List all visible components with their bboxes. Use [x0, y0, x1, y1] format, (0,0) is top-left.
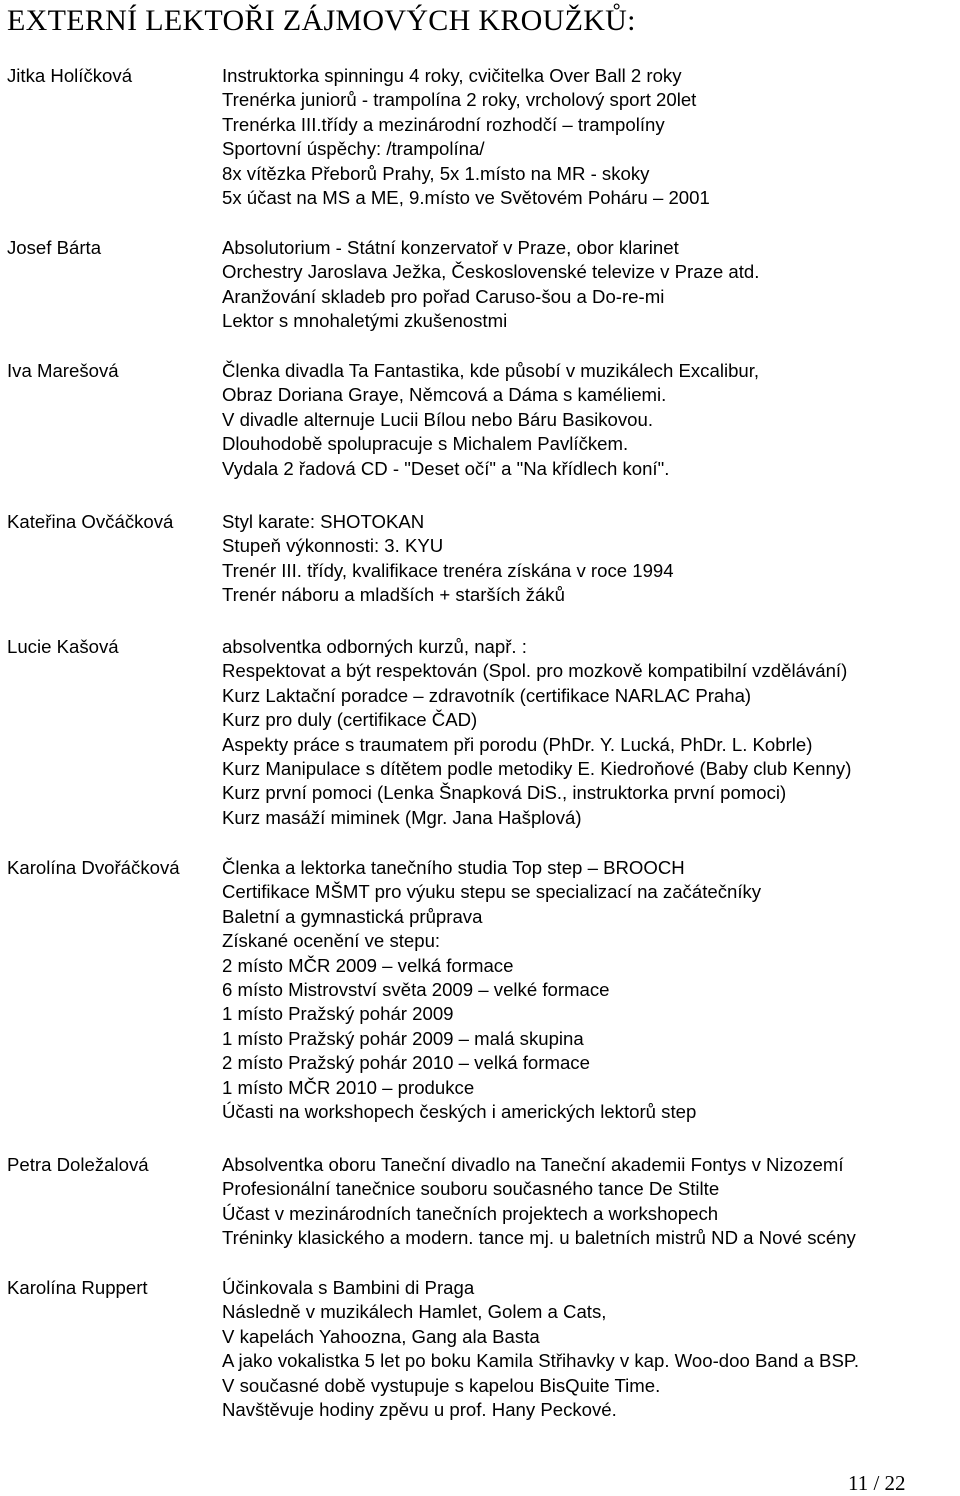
description-line: Členka divadla Ta Fantastika, kde působí v muzikálech Excalibur,	[222, 360, 760, 381]
description-line: 1 místo Pražský pohár 2009	[222, 1003, 454, 1025]
description-line: Účast v mezinárodních tanečních projektech a workshopech	[222, 1202, 719, 1224]
description-line: Dlouhodobě spolupracuje s Michalem Pavlíčkem.	[222, 433, 629, 455]
description-line: Tréninky klasického a modern. tance mj. u baletních mistrů ND a Nové scény	[222, 1227, 856, 1249]
description-line: Kurz Laktační poradce – zdravotník (certifikace NARLAC Praha)	[222, 684, 752, 706]
description-line: Získané ocenění ve stepu:	[222, 930, 441, 952]
description-line: Styl karate: SHOTOKAN	[222, 511, 425, 532]
description-line: 2 místo MČR 2009 – velká formace	[222, 954, 514, 976]
lecturer-name: Jitka Holíčková	[7, 65, 133, 86]
description-line: Aranžování skladeb pro pořad Caruso-šou a Do-re-mi	[222, 285, 665, 307]
lecturer-name: Iva Marešová	[7, 360, 119, 381]
description-line: Profesionální tanečnice souboru současného tance De Stilte	[222, 1178, 720, 1200]
description-line: Členka a lektorka tanečního studia Top step – BROOCH	[222, 857, 685, 878]
lecturer-name: Lucie Kašová	[7, 636, 119, 657]
description-line: Účinkovala s Bambini di Praga	[222, 1277, 475, 1298]
description-line: Obraz Doriana Graye, Němcová a Dáma s kaméliemi.	[222, 384, 667, 406]
lecturer-name: Kateřina Ovčáčková	[7, 511, 174, 532]
description-line: Certifikace MŠMT pro výuku stepu se specializací na začátečníky	[222, 881, 762, 903]
description-line: V současné době vystupuje s kapelou BisQuite Time.	[222, 1374, 661, 1396]
description-line: A jako vokalistka 5 let po boku Kamila Střihavky v kap. Woo-doo Band a BSP.	[222, 1350, 860, 1372]
lecturer-description	[222, 510, 960, 608]
description-line: 1 místo Pražský pohár 2009 – malá skupina	[222, 1027, 584, 1049]
description-line: Účasti na workshopech českých i amerických lektorů step	[222, 1101, 697, 1123]
lecturer-name: Petra Doležalová	[7, 1154, 149, 1175]
description-line: Aspekty práce s traumatem při porodu (PhDr. Y. Lucká, PhDr. L. Kobrle)	[222, 733, 813, 755]
page-title: EXTERNÍ LEKTOŘI ZÁJMOVÝCH KROUŽKŮ:	[7, 4, 636, 37]
lecturer-description	[222, 1153, 960, 1251]
description-line: Instruktorka spinningu 4 roky, cvičitelka Over Ball 2 roky	[222, 65, 682, 86]
description-line: V divadle alternuje Lucii Bílou nebo Báru Basikovou.	[222, 408, 654, 430]
lecturer-description	[222, 236, 960, 334]
description-line: Orchestry Jaroslava Ježka, Československé televize v Praze atd.	[222, 261, 760, 283]
description-line: Stupeň výkonnosti: 3. KYU	[222, 535, 444, 557]
description-line: V kapelách Yahoozna, Gang ala Basta	[222, 1325, 540, 1347]
description-line: 1 místo MČR 2010 – produkce	[222, 1076, 475, 1098]
description-line: Sportovní úspěchy: /trampolína/	[222, 138, 485, 160]
lecturer-name: Josef Bárta	[7, 237, 102, 258]
description-line: Trenérka III.třídy a mezinárodní rozhodčí – trampolíny	[222, 113, 665, 135]
description-line: Kurz Manipulace s dítětem podle metodiky E. Kiedroňové (Baby club Kenny)	[222, 758, 852, 780]
description-line: 8x vítězka Přeborů Prahy, 5x 1.místo na MR - skoky	[222, 162, 650, 184]
description-line: Absolventka oboru Taneční divadlo na Taneční akademii Fontys v Nizozemí	[222, 1154, 844, 1175]
lecturer-description	[222, 1276, 960, 1422]
description-line: Lektor s mnohaletými zkušenostmi	[222, 310, 508, 332]
description-line: Absolutorium - Státní konzervatoř v Praze, obor klarinet	[222, 237, 679, 258]
description-line: Trenér náboru a mladších + starších žáků	[222, 584, 565, 606]
lecturer-name: Karolína Dvořáčková	[7, 857, 180, 878]
page-number: 11 / 22	[848, 1471, 906, 1495]
description-line: Kurz pro duly (certifikace ČAD)	[222, 709, 478, 731]
description-line: Vydala 2 řadová CD - "Deset očí" a "Na křídlech koní".	[222, 457, 670, 479]
description-line: Trenérka juniorů - trampolína 2 roky, vrcholový sport 20let	[222, 89, 697, 111]
description-line: 5x účast na MS a ME, 9.místo ve Světovém Poháru – 2001	[222, 187, 710, 209]
lecturer-description	[222, 635, 960, 830]
description-line: 6 místo Mistrovství světa 2009 – velké formace	[222, 979, 610, 1001]
description-line: Trenér III. třídy, kvalifikace trenéra získána v roce 1994	[222, 559, 674, 581]
description-line: Navštěvuje hodiny zpěvu u prof. Hany Peckové.	[222, 1399, 617, 1421]
description-line: Baletní a gymnastická průprava	[222, 905, 483, 927]
description-line: Kurz první pomoci (Lenka Šnapková DiS., instruktorka první pomoci)	[222, 782, 787, 804]
lecturer-description	[222, 359, 960, 481]
description-line: Respektovat a být respektován (Spol. pro mozkově kompatibilní vzdělávání)	[222, 660, 848, 682]
lecturer-description	[222, 856, 960, 1124]
lecturer-name: Karolína Ruppert	[7, 1277, 148, 1298]
description-line: Následně v muzikálech Hamlet, Golem a Cats,	[222, 1301, 607, 1323]
description-line: Kurz masáží miminek (Mgr. Jana Hašplová)	[222, 806, 582, 828]
description-line: 2 místo Pražský pohár 2010 – velká formace	[222, 1052, 590, 1074]
lecturer-description	[222, 64, 960, 210]
description-line: absolventka odborných kurzů, např. :	[222, 636, 527, 657]
